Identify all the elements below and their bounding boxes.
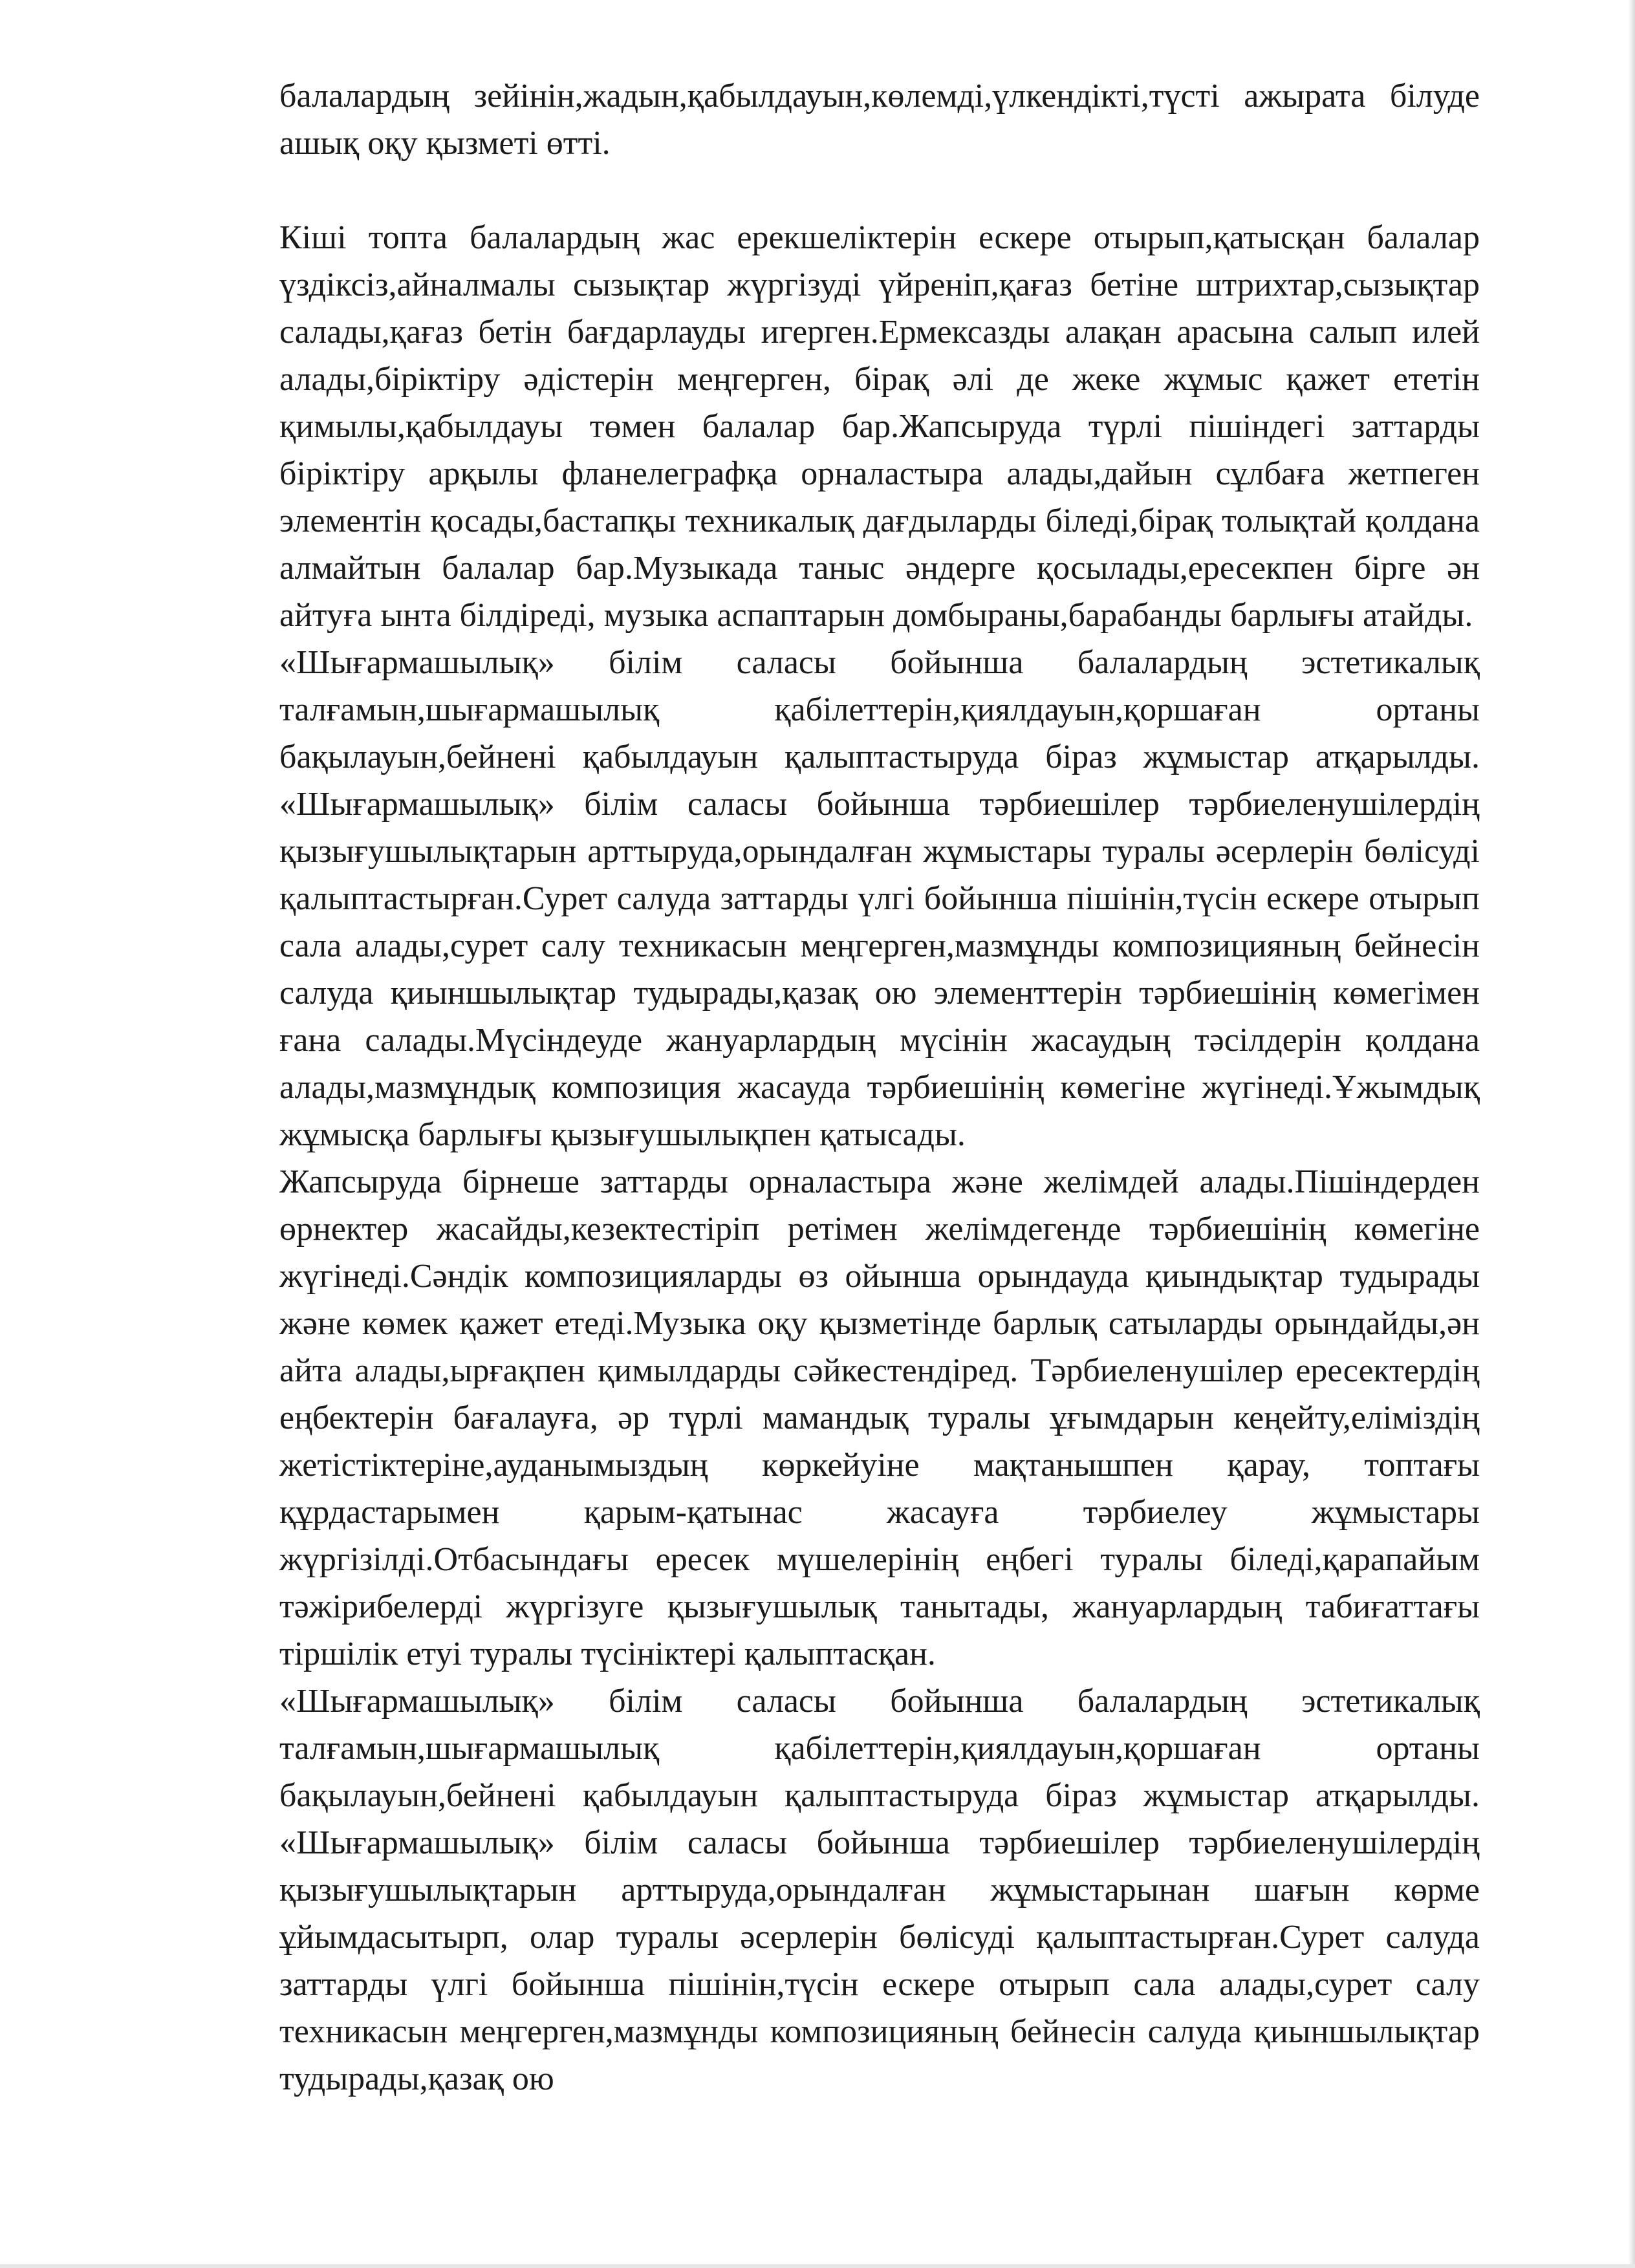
scan-bottom-edge — [0, 2264, 1635, 2268]
paragraph-intro: балалардың зейінін,жадын,қабылдауын,көлемді,үлкендікті,түсті ажырата білуде ашық оқу қызметі өтті. — [279, 78, 1480, 162]
paragraph-creativity-1: «Шығармашылық» білім саласы бойынша балалардың эстетикалық талғамын,шығармашылық қабілеттерін,қиялдауын,қоршаған ортаны бақылауын,бейнені қабылдауын қалыптастыруда біраз жұмыстар атқарылды. «Шығармашылық» білім саласы бойынша тәрбиешілер тәрбиеленушілердің қызығушылықтарын арттыруда,орындалған жұмыстары туралы әсерлерін бөлісуді қалыптастырған.Сурет салуда заттарды үлгі бойынша пішінін,түсін ескере отырып сала алады,сурет салу техникасын меңгерген,мазмұнды композицияның бейнесін салуда қиыншылықтар тудырады,қазақ ою элементтерін тәрбиешінің көмегімен ғана салады.Мүсіндеуде жануарлардың мүсінін жасаудың тәсілдерін қолдана алады,мазмұндық композиция жасауда тәрбиешінің көмегіне жүгінеді.Ұжымдық жұмысқа барлығы қызығушылықпен қатысады. — [279, 644, 1480, 1153]
scan-edge-shadow — [1629, 0, 1635, 2268]
paragraph-spacer — [279, 167, 1480, 214]
document-body — [279, 72, 1480, 2102]
paragraph-junior-group: Кіші топта балалардың жас ерекшеліктерін ескере отырып,қатысқан балалар үздіксіз,айналмалы сызықтар жүргізуді үйреніп,қағаз бетіне штрихтар,сызықтар салады,қағаз бетін бағдарлауды игерген.Ермексазды алақан арасына салып илей алады,біріктіру әдістерін меңгерген, бірақ әлі де жеке жұмыс қажет ететін қимылы,қабылдауы төмен балалар бар.Жапсыруда түрлі пішіндегі заттарды біріктіру арқылы фланелеграфқа орналастыра алады,дайын сұлбаға жетпеген элементін қосады,бастапқы техникалық дағдыларды біледі,бірақ толықтай қолдана алмайтын балалар бар.Музыкада таныс әндерге қосылады,ересекпен бірге ән айтуға ынта білдіреді, музыка аспаптарын домбыраны,барабанды барлығы атайды. — [279, 219, 1480, 634]
paragraph-applique: Жапсыруда бірнеше заттарды орналастыра және желімдей алады.Пішіндерден өрнектер жасайды,кезектестіріп ретімен желімдегенде тәрбиешінің көмегіне жүгінеді.Сәндік композицияларды өз ойынша орындауда қиындықтар тудырады және көмек қажет етеді.Музыка оқу қызметінде барлық сатыларды орындайды,ән айта алады,ырғақпен қимылдарды сәйкестендіред. Тәрбиеленушілер ересектердің еңбектерін бағалауға, әр түрлі мамандық туралы ұғымдарын кеңейту,еліміздің жетістіктеріне,ауданымыздың көркейуіне мақтанышпен қарау, топтағы құрдастарымен қарым-қатынас жасауға тәрбиелеу жұмыстары жүргізілді.Отбасындағы ересек мүшелерінің еңбегі туралы біледі,қарапайым тәжірибелерді жүргізуге қызығушылық танытады, жануарлардың табиғаттағы тіршілік етуі туралы түсініктері қалыптасқан. — [279, 1163, 1480, 1672]
paragraph-creativity-2: «Шығармашылық» білім саласы бойынша балалардың эстетикалық талғамын,шығармашылық қабілеттерін,қиялдауын,қоршаған ортаны бақылауын,бейнені қабылдауын қалыптастыруда біраз жұмыстар атқарылды. «Шығармашылық» білім саласы бойынша тәрбиешілер тәрбиеленушілердің қызығушылықтарын арттыруда,орындалған жұмыстарынан шағын көрме ұйымдасытырп, олар туралы әсерлерін бөлісуді қалыптастырған.Сурет салуда заттарды үлгі бойынша пішінін,түсін ескере отырып сала алады,сурет салу техникасын меңгерген,мазмұнды композицияның бейнесін салуда қиыншылықтар тудырады,қазақ ою — [279, 1683, 1480, 2097]
